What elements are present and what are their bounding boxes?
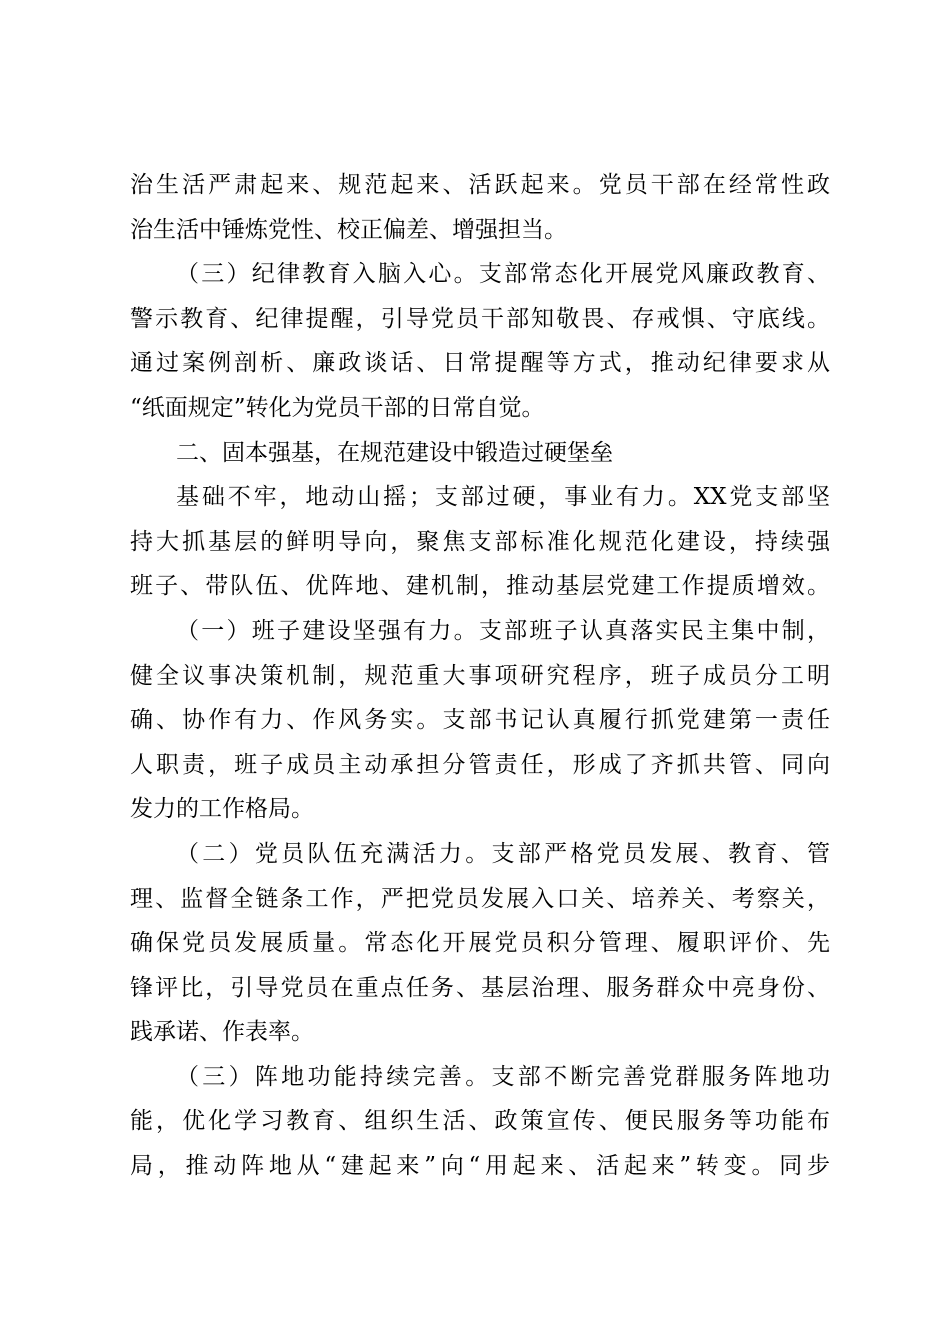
text-line: 治生活中锤炼党性、校正偏差、增强担当。 xyxy=(130,216,567,243)
text-line: 践承诺、作表率。 xyxy=(130,1019,314,1046)
text-line: 能，优化学习教育、组织生活、政策宣传、便民服务等功能布 xyxy=(130,1108,830,1135)
section-heading: 二、固本强基，在规范建设中锻造过硬堡垒 xyxy=(176,439,613,466)
text-line: 局，推动阵地从“建起来”向“用起来、活起来”转变。同步 xyxy=(130,1153,830,1180)
text-line: （二）党员队伍充满活力。支部严格党员发展、教育、管 xyxy=(176,840,830,867)
text-line: 班子、带队伍、优阵地、建机制，推动基层党建工作提质增效。 xyxy=(130,573,830,600)
text-line: 发力的工作格局。 xyxy=(130,796,314,823)
text-line: 基础不牢，地动山摇；支部过硬，事业有力。XX党支部坚 xyxy=(176,484,830,511)
text-line: 通过案例剖析、廉政谈话、日常提醒等方式，推动纪律要求从 xyxy=(130,350,830,377)
text-line: 警示教育、纪律提醒，引导党员干部知敬畏、存戒惧、守底线。 xyxy=(130,305,830,332)
text-line: 锋评比，引导党员在重点任务、基层治理、服务群众中亮身份、 xyxy=(130,974,830,1001)
text-line: 健全议事决策机制，规范重大事项研究程序，班子成员分工明 xyxy=(130,662,830,689)
text-line: 确保党员发展质量。常态化开展党员积分管理、履职评价、先 xyxy=(130,930,830,957)
text-line: 治生活严肃起来、规范起来、活跃起来。党员干部在经常性政 xyxy=(130,172,830,198)
text-line: 确、协作有力、作风务实。支部书记认真履行抓党建第一责任 xyxy=(130,707,830,734)
body-text xyxy=(130,163,830,1189)
text-line: （三）纪律教育入脑入心。支部常态化开展党风廉政教育、 xyxy=(176,261,830,288)
text-line: 理、监督全链条工作，严把党员发展入口关、培养关、考察关， xyxy=(130,885,830,912)
text-line: （三）阵地功能持续完善。支部不断完善党群服务阵地功 xyxy=(176,1063,830,1090)
text-line: （一）班子建设坚强有力。支部班子认真落实民主集中制， xyxy=(176,617,830,644)
text-line: “纸面规定”转化为党员干部的日常自觉。 xyxy=(130,394,545,421)
text-line: 人职责，班子成员主动承担分管责任，形成了齐抓共管、同向 xyxy=(130,751,830,778)
text-line: 持大抓基层的鲜明导向，聚焦支部标准化规范化建设，持续强 xyxy=(130,528,830,555)
